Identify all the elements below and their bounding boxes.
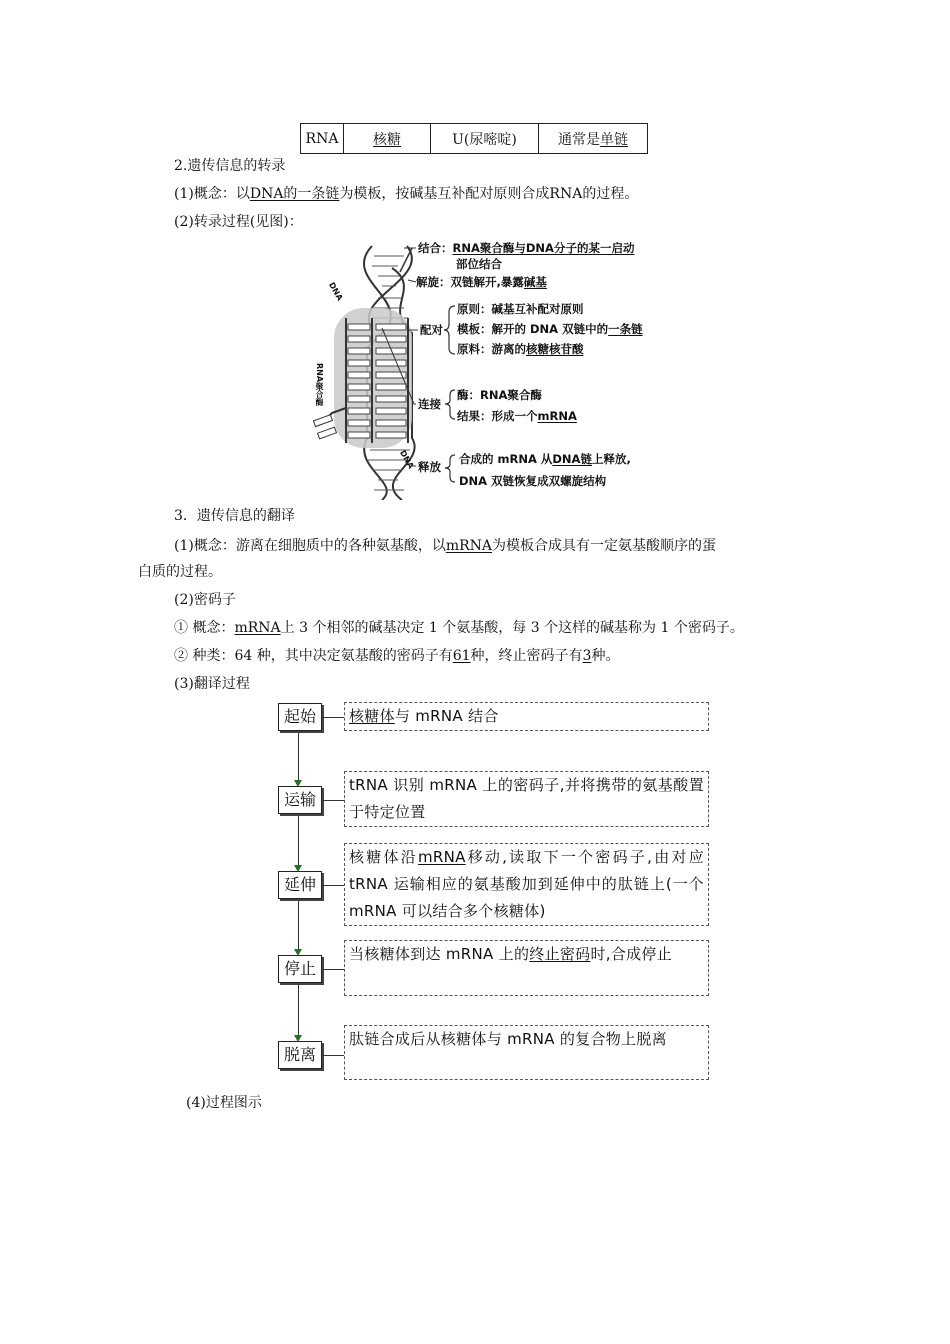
- flow-connector: [298, 730, 299, 783]
- pair-template: 模板：解开的 DNA 双链中的一条链: [457, 322, 643, 336]
- codon-title: (2)密码子: [174, 592, 236, 608]
- flow-step-initiation: 起始: [278, 703, 322, 731]
- flow-link: [322, 1055, 344, 1056]
- pair-material: 原料：游离的核糖核苷酸: [457, 342, 584, 356]
- section-title-translation: 3．遗传信息的翻译: [174, 508, 295, 524]
- section-title-transcription: 2.遗传信息的转录: [174, 158, 286, 174]
- release-line1: 合成的 mRNA 从DNA链上释放,: [459, 452, 631, 466]
- bind-step-cont: 部位结合: [456, 257, 502, 271]
- flow-link: [322, 969, 344, 970]
- flow-desc-termination: 当核糖体到达 mRNA 上的终止密码时,合成停止: [344, 940, 709, 996]
- flow-desc-release: 肽链合成后从核糖体与 mRNA 的复合物上脱离: [344, 1025, 709, 1080]
- flow-link: [322, 800, 344, 801]
- table-cell-base: U(尿嘧啶): [431, 124, 539, 154]
- flow-connector: [298, 813, 299, 868]
- flow-step-release: 脱离: [278, 1041, 322, 1069]
- bind-step: 结合：RNA聚合酶与DNA分子的某一启动: [418, 241, 635, 255]
- flow-link: [322, 885, 344, 886]
- codon-concept: ① 概念：mRNA上 3 个相邻的碱基决定 1 个氨基酸，每 3 个这样的碱基称为 1 个密码子。: [174, 620, 744, 636]
- flow-step-termination: 停止: [278, 955, 322, 983]
- table-cell-sugar: 核糖: [344, 124, 431, 154]
- nucleic-acid-table: [300, 123, 648, 154]
- release-step-label: 释放: [418, 460, 441, 474]
- link-enzyme: 酶：RNA聚合酶: [457, 388, 542, 402]
- strand-label-dna-bottom: DNA: [397, 448, 416, 471]
- translation-concept: (1)概念：游离在细胞质中的各种氨基酸，以mRNA为模板合成具有一定氨基酸顺序的蛋: [174, 538, 717, 554]
- translation-concept-cont: 白质的过程。: [138, 564, 222, 580]
- flow-link: [322, 717, 344, 718]
- flow-connector: [298, 898, 299, 952]
- release-line2: DNA 双链恢复成双螺旋结构: [459, 474, 607, 488]
- flow-step-transport: 运输: [278, 786, 322, 814]
- link-step-label: 连接: [418, 397, 441, 411]
- table-cell-type: RNA: [301, 124, 344, 154]
- process-diagram-title: (4)过程图示: [186, 1095, 262, 1111]
- pair-principle: 原则：碱基互补配对原则: [457, 302, 584, 316]
- table-cell-strand: 通常是单链: [539, 124, 648, 154]
- strand-label-polymerase: RNA聚合酶: [315, 363, 324, 407]
- flow-desc-transport: tRNA 识别 mRNA 上的密码子,并将携带的氨基酸置于特定位置: [344, 771, 709, 827]
- strand-label-dna-top: DNA: [326, 280, 345, 303]
- transcription-process-label: (2)转录过程(见图)：: [174, 214, 303, 230]
- codon-types: ② 种类：64 种，其中决定氨基酸的密码子有61种，终止密码子有3种。: [174, 648, 620, 664]
- translation-process-title: (3)翻译过程: [174, 676, 250, 692]
- table-row: [301, 124, 648, 154]
- flow-step-elongation: 延伸: [278, 871, 322, 899]
- transcription-figure: [312, 238, 692, 500]
- flow-desc-initiation: 核糖体与 mRNA 结合: [344, 702, 709, 731]
- flow-connector: [298, 982, 299, 1038]
- transcription-concept: (1)概念：以DNA的一条链为模板，按碱基互补配对原则合成RNA的过程。: [174, 186, 639, 202]
- flow-desc-elongation: 核糖体沿mRNA移动,读取下一个密码子,由对应 tRNA 运输相应的氨基酸加到延伸中的肽链上(一个 mRNA 可以结合多个核糖体): [344, 843, 709, 926]
- link-result: 结果：形成一个mRNA: [457, 409, 577, 423]
- pair-step-label: 配对: [420, 323, 443, 337]
- unwind-step: 解旋：双链解开,暴露碱基: [416, 275, 547, 289]
